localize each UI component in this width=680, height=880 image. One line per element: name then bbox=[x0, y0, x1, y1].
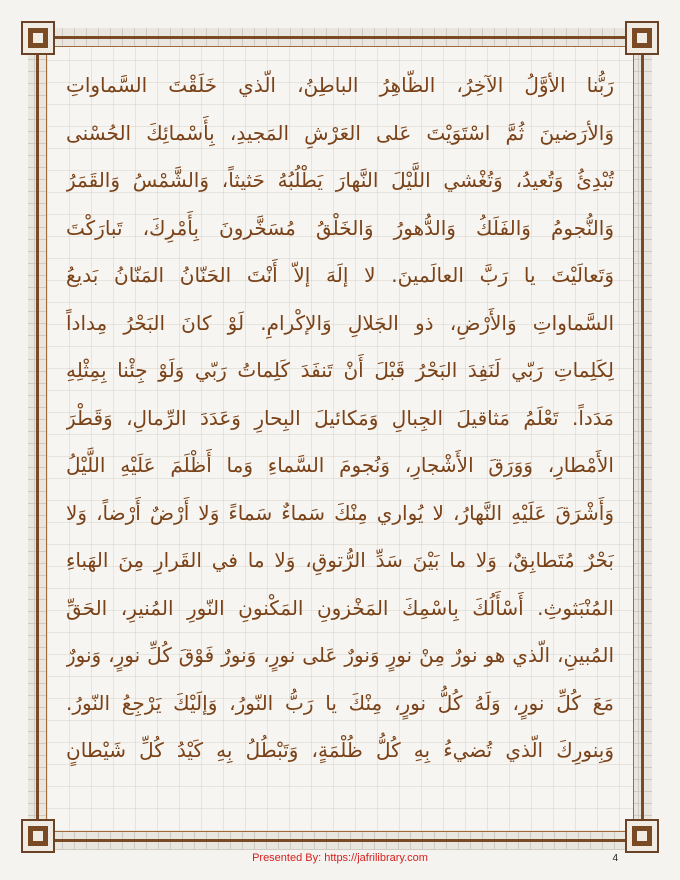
corner-ornament-icon bbox=[20, 20, 56, 56]
text-line: بَحْرٌ مُتَطابِقٌ، وَلا ما بَيْنَ سَدِّ الرُّتوقِ، وَلا ما في القَرارِ مِنَ الهَباءِ bbox=[66, 548, 614, 572]
corner-ornament-icon bbox=[624, 818, 660, 854]
text-line: لِكَلِماتِ رَبّي لَنَفِدَ البَحْرُ قَبْلَ أَنْ تَنفَدَ كَلِماتُ رَبّي وَلَوْ جِئْنا بِمِثْلِهِ bbox=[66, 358, 614, 382]
text-line: مَعَ كُلِّ نورٍ، وَلَهُ كُلُّ نورٍ، مِنْكَ يا رَبُّ النّورُ، وَإلَيْكَ يَرْجِعُ النّورُ. bbox=[66, 690, 614, 715]
text-line: وَبِنورِكَ الّذي تُضيءُ بِهِ كُلُّ ظُلْمَةٍ، وَتَبْطُلُ بِهِ كَيْدُ كُلِّ شَيْطانٍ bbox=[66, 738, 614, 762]
text-line: وَالنُّجومُ وَالفَلَكُ وَالدُّهورُ وَالخَلْقُ مُسَخَّرونَ بِأَمْرِكَ، تَبارَكْتَ bbox=[66, 215, 614, 240]
text-line: مَدَداً. تَعْلَمُ مَثاقيلَ الجِبالِ وَمَكائيلَ البِحارِ وَعَدَدَ الرِّمالِ، وَقَطْرَ bbox=[66, 405, 614, 430]
corner-ornament-icon bbox=[624, 20, 660, 56]
text-line: وَأَشْرَقَ عَلَيْهِ النَّهارُ، لا يُواري مِنْكَ سَماءٌ سَماءً وَلا أَرْضٌ أَرْضاً، وَلا bbox=[66, 500, 614, 525]
text-line: المُبينِ، الّذي هو نورٌ مِنْ نورٍ وَنورٌ عَلى نورٍ، وَنورٌ فَوْقَ كُلِّ نورٍ، وَنورٌ bbox=[66, 643, 614, 667]
corner-ornament-icon bbox=[20, 818, 56, 854]
text-line: الأَمْطارِ، وَوَرَقَ الأَشْجارِ، وَنُجومَ السَّماءِ وَما أَظْلَمَ عَلَيْهِ اللَّيْلُ bbox=[66, 453, 614, 477]
text-line: وَتَعالَيْتَ يا رَبَّ العالَمينَ. لا إلَهَ إلاّ أَنْتَ الحَنّانُ المَنّانُ بَديعُ bbox=[66, 263, 614, 287]
text-line: السَّماواتِ وَالأَرْضِ، ذو الجَلالِ وَالإكْرامِ. لَوْ كانَ البَحْرُ مِداداً bbox=[66, 310, 614, 335]
text-line: وَالأرَضينَ ثُمَّ اسْتَوَيْتَ عَلى العَرْشِ المَجيدِ، بِأَسْمائِكَ الحُسْنى bbox=[66, 120, 614, 145]
text-line: المُنْبَثوثِ. أَسْأَلُكَ بِاسْمِكَ المَخْزونِ المَكْنونِ النّورِ المُنيرِ، الحَقِّ bbox=[66, 595, 614, 620]
arabic-text-body bbox=[66, 62, 614, 826]
page-number: 4 bbox=[612, 853, 618, 864]
text-line: رَبُّنا الأوَّلُ الآخِرُ، الظّاهِرُ الباطِنُ، الّذي خَلَقْتَ السَّماواتِ bbox=[66, 73, 614, 97]
text-line: تُبْدِئُ وَتُعيدُ، وَتُغْشي اللَّيْلَ النَّهارَ يَطْلُبُهُ حَثيثاً، وَالشَّمْسُ وَالقَمَرُ bbox=[66, 168, 614, 192]
footer-credit: Presented By: https://jafrilibrary.com bbox=[252, 852, 428, 864]
